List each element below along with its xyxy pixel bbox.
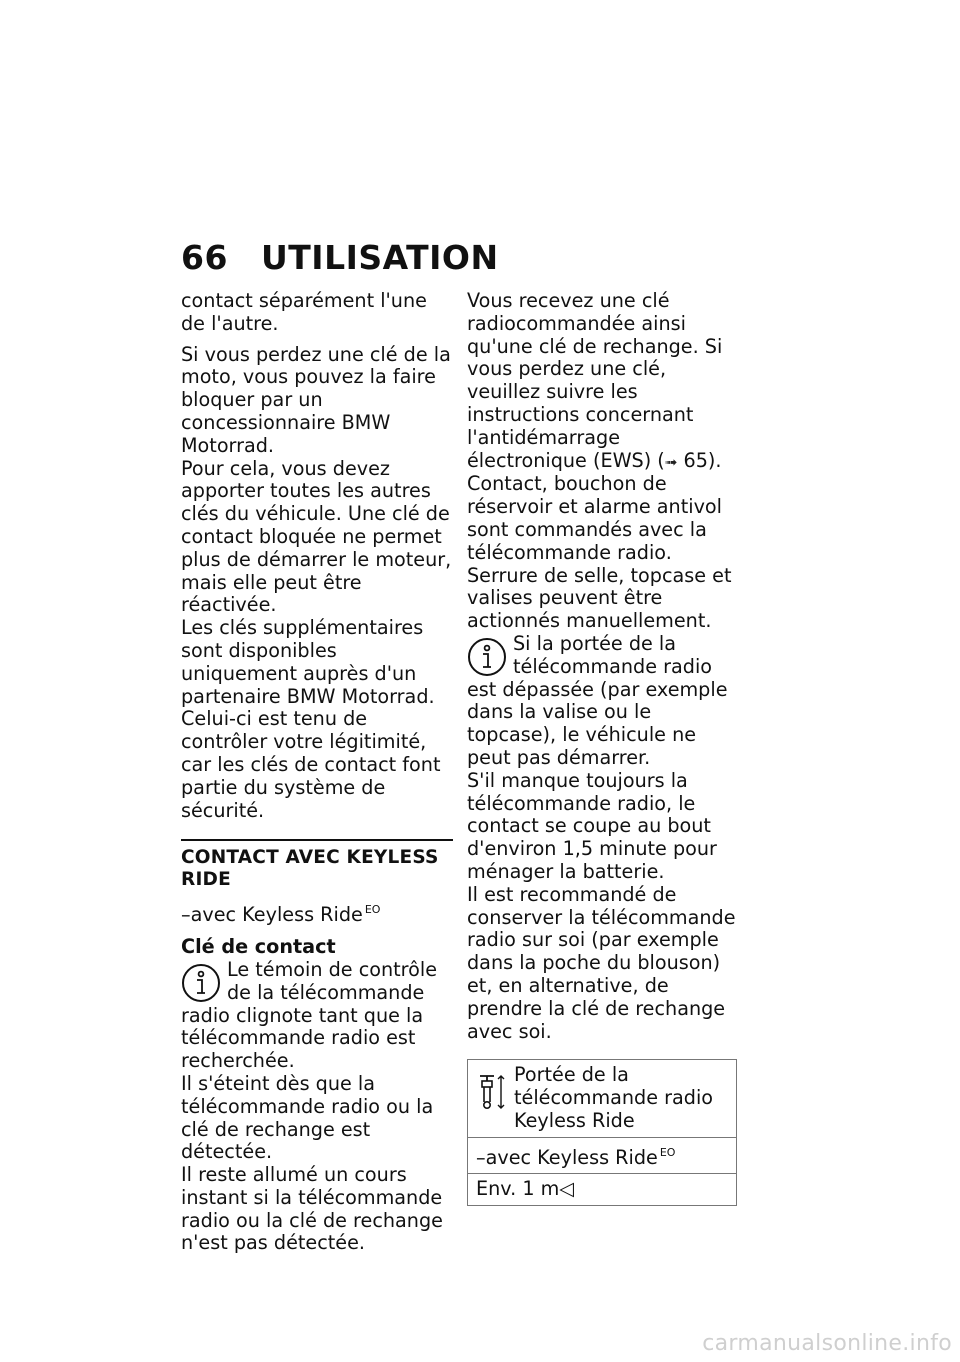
- arrow-right-icon: ➟: [664, 452, 678, 471]
- page-reference[interactable]: 65).: [683, 448, 722, 472]
- paragraph: Il s'éteint dès que la télécommande radio ou la clé de rechange est détectée.: [181, 1071, 434, 1164]
- spec-value-cell: [468, 1174, 737, 1206]
- info-note: [467, 633, 739, 770]
- range-icon: [474, 1072, 508, 1112]
- section-title: CONTACT AVEC KEYLESS RIDE: [181, 847, 439, 891]
- value-marker-icon: ◁: [559, 1177, 575, 1201]
- paragraph: Les clés supplémentaires sont disponibles uniquement auprès d'un partenaire BMW Motorrad. Celui-ci est tenu de contrôler votre légitimité, car les clés de contact font partie du système de sécurité.: [181, 616, 441, 822]
- note-text: Le témoin de contrôle de la télécommande radio clignote tant que la télécommande radio est recherchée.: [181, 957, 438, 1073]
- context-superscript: EO: [659, 1145, 676, 1159]
- subheading: Clé de contact: [181, 935, 336, 959]
- spec-title: Portée de la télécommande radio Keyless Ride: [514, 1063, 714, 1132]
- info-icon: [181, 963, 221, 1003]
- spec-title-cell: [468, 1060, 737, 1137]
- spec-value: Env. 1 m: [476, 1177, 560, 1201]
- watermark: carmanualsonline.info: [702, 1331, 952, 1356]
- left-column: [181, 290, 453, 1255]
- page-number: 66: [181, 238, 228, 277]
- paragraph: contact séparément l'une de l'autre.: [181, 289, 427, 335]
- info-icon: [467, 637, 507, 677]
- paragraph: Il reste allumé un cours instant si la télécommande radio ou la clé de rechange n'est pas détectée.: [181, 1163, 443, 1255]
- section-divider: [181, 839, 453, 841]
- context-superscript: EO: [364, 903, 381, 917]
- paragraph: Vous recevez une clé radiocommandée ainsi qu'une clé de rechange. Si vous perdez une clé, veuillez suivre les instructions concernant l'antidémarrage électronique (EWS) (➟ 65).: [467, 289, 723, 472]
- context-label: –avec Keyless Ride $^{EO}$: [181, 903, 381, 927]
- paragraph: Contact, bouchon de réservoir et alarme antivol sont commandés avec la télécommande radio. Serrure de selle, topcase et valises peuvent être actionnés manuellement.: [467, 472, 732, 633]
- paragraph: S'il manque toujours la télécommande radio, le contact se coupe au bout d'environ 1,5 minute pour ménager la batterie.: [467, 768, 717, 883]
- info-note: [181, 959, 453, 1073]
- spec-table: [467, 1059, 737, 1206]
- page-header: [181, 238, 499, 277]
- page-title: UTILISATION: [261, 238, 499, 277]
- right-column: [467, 290, 739, 1206]
- paragraph: Pour cela, vous devez apporter toutes les autres clés du véhicule. Une clé de contact bloquée ne permet plus de démarrer le moteur, mais elle peut être réactivée.: [181, 456, 452, 617]
- note-text: Si la portée de la télécommande radio est dépassée (par exemple dans la valise ou le topcase), le véhicule ne peut pas démarrer.: [467, 631, 728, 769]
- paragraph: Si vous perdez une clé de la moto, vous pouvez la faire bloquer par un concessionnaire BMW Motorrad.: [181, 342, 451, 457]
- paragraph: Il est recommandé de conserver la télécommande radio sur soi (par exemple dans la poche du blouson) et, en alternative, de prendre la clé de rechange avec soi.: [467, 882, 736, 1043]
- spec-context-cell: –avec Keyless Ride $^{EO}$: [468, 1137, 737, 1174]
